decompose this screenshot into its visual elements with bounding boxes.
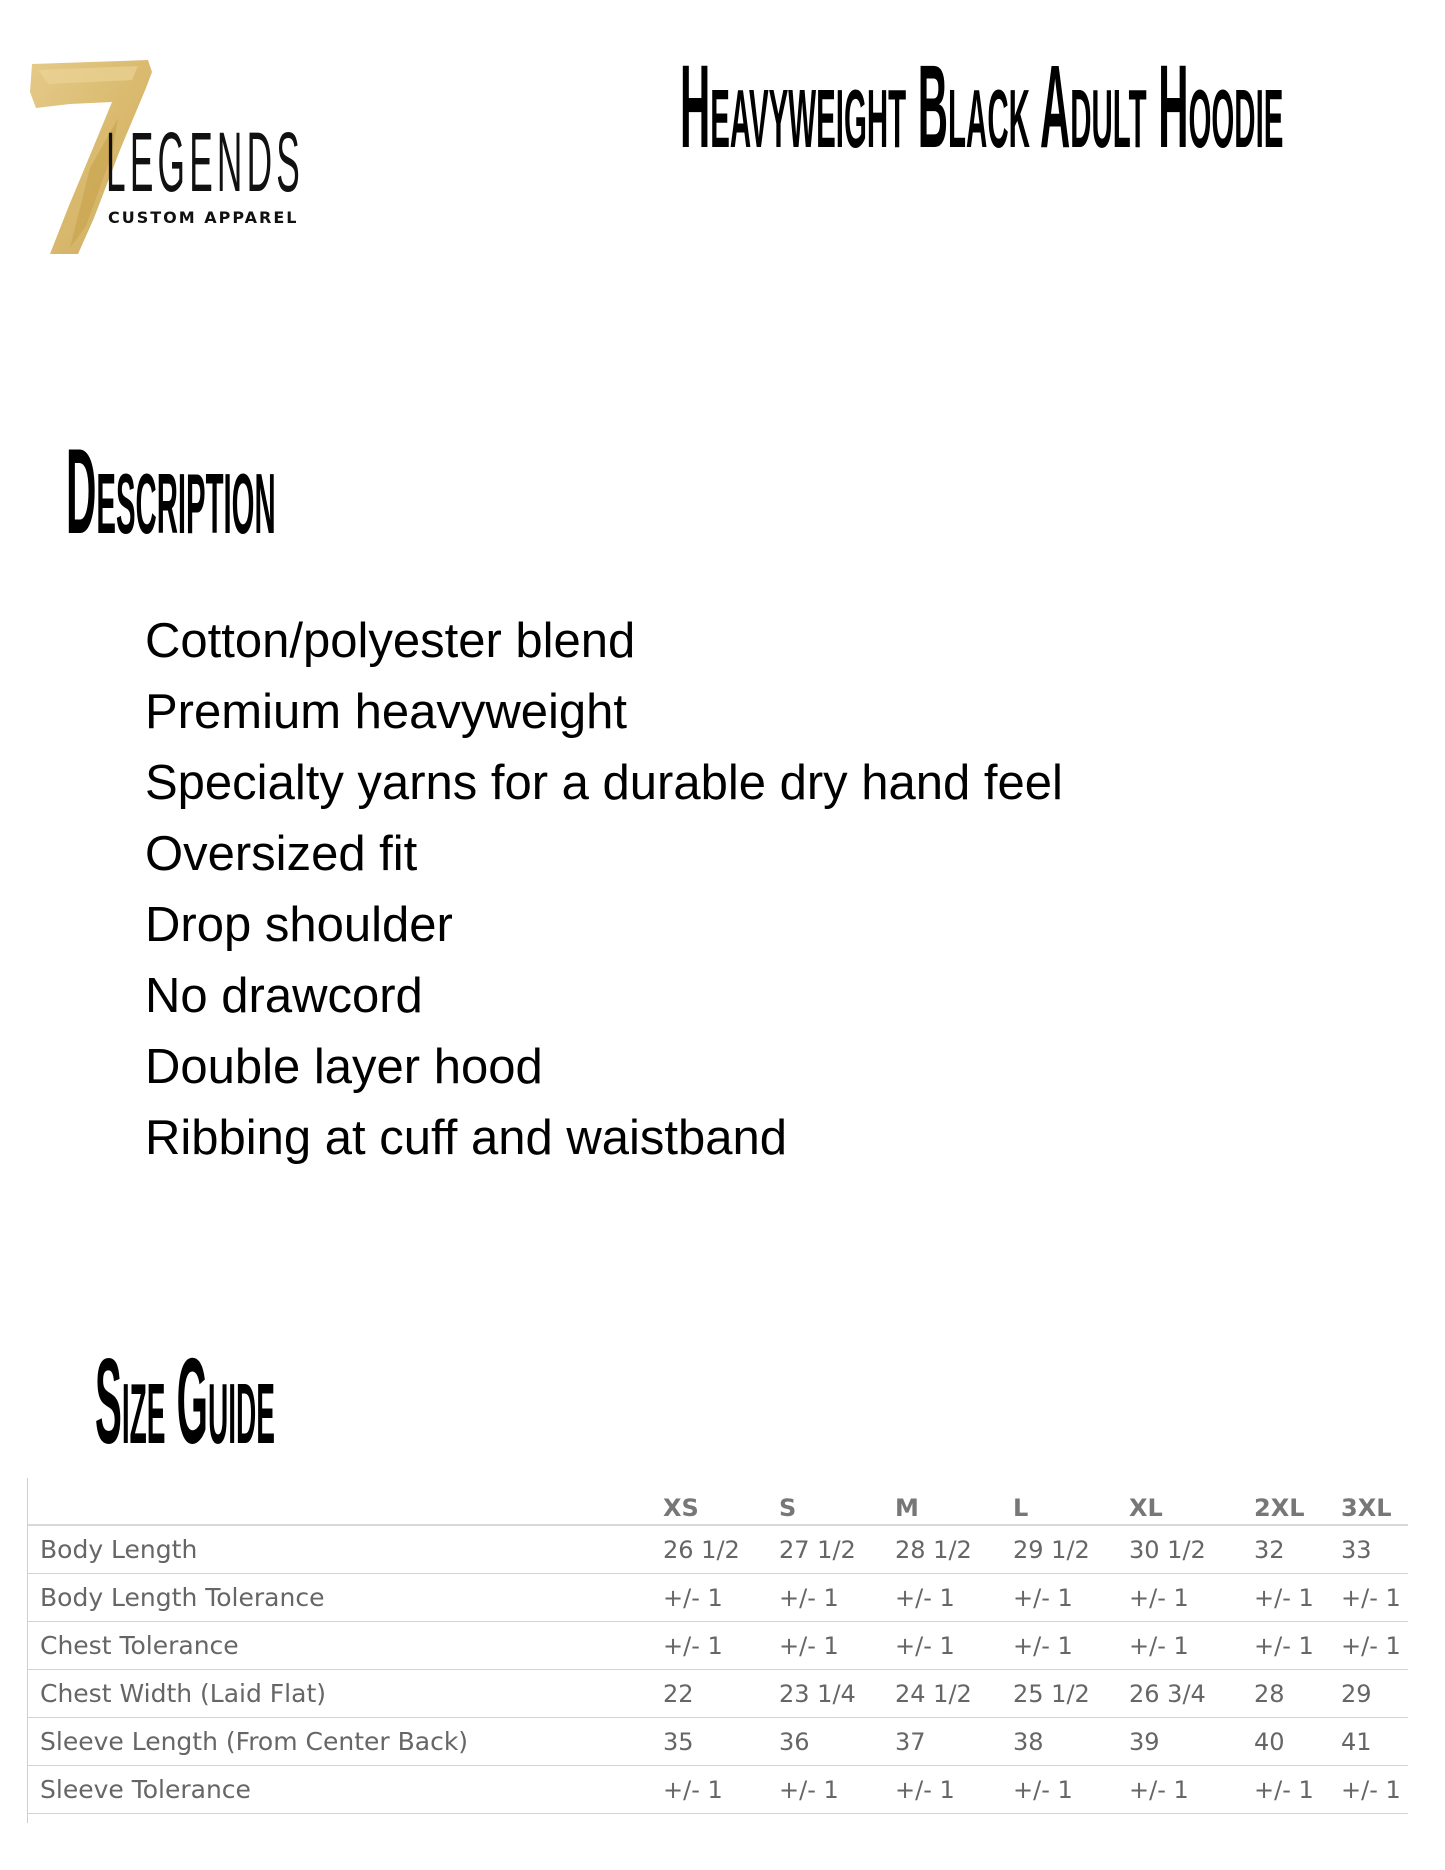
size-guide-heading: Size Guide xyxy=(95,1333,276,1469)
table-row xyxy=(28,1622,1408,1670)
table-cell: +/- 1 xyxy=(1254,1622,1341,1670)
table-cell: 27 1/2 xyxy=(779,1525,895,1574)
table-row xyxy=(28,1574,1408,1622)
table-cell: +/- 1 xyxy=(663,1622,779,1670)
table-cell: 41 xyxy=(1341,1718,1408,1766)
size-table xyxy=(28,1478,1408,1814)
size-header-xl: XL xyxy=(1129,1478,1254,1525)
table-cell: 29 1/2 xyxy=(1013,1525,1129,1574)
table-cell: 26 3/4 xyxy=(1129,1670,1254,1718)
row-label: Body Length xyxy=(28,1525,663,1574)
list-item: Cotton/polyester blend xyxy=(145,614,636,668)
size-header-3xl: 3XL xyxy=(1341,1478,1408,1525)
table-cell: 26 1/2 xyxy=(663,1525,779,1574)
list-item: Premium heavyweight xyxy=(145,685,628,739)
brand-name: LEGENDS xyxy=(106,115,305,209)
table-cell: 28 1/2 xyxy=(895,1525,1013,1574)
table-cell: +/- 1 xyxy=(779,1766,895,1814)
table-cell: +/- 1 xyxy=(663,1574,779,1622)
table-cell: 30 1/2 xyxy=(1129,1525,1254,1574)
row-label: Chest Tolerance xyxy=(28,1622,663,1670)
table-row xyxy=(28,1525,1408,1574)
table-row xyxy=(28,1718,1408,1766)
table-cell: 38 xyxy=(1013,1718,1129,1766)
table-cell: 33 xyxy=(1341,1525,1408,1574)
table-cell: 28 xyxy=(1254,1670,1341,1718)
table-row xyxy=(28,1766,1408,1814)
table-cell: +/- 1 xyxy=(663,1766,779,1814)
table-cell: +/- 1 xyxy=(895,1574,1013,1622)
table-cell: 36 xyxy=(779,1718,895,1766)
size-header-s: S xyxy=(779,1478,895,1525)
size-header-xs: XS xyxy=(663,1478,779,1525)
table-cell: +/- 1 xyxy=(1129,1766,1254,1814)
table-cell: 35 xyxy=(663,1718,779,1766)
table-row xyxy=(28,1670,1408,1718)
list-item: Drop shoulder xyxy=(145,898,453,952)
brand-tagline: CUSTOM APPAREL xyxy=(108,208,299,227)
list-item: Specialty yarns for a durable dry hand feel xyxy=(145,756,1063,810)
list-item: Ribbing at cuff and waistband xyxy=(145,1111,787,1165)
size-header-m: M xyxy=(895,1478,1013,1525)
table-cell: +/- 1 xyxy=(895,1622,1013,1670)
table-cell: +/- 1 xyxy=(1129,1574,1254,1622)
size-header-2xl: 2XL xyxy=(1254,1478,1341,1525)
table-cell: +/- 1 xyxy=(1341,1574,1408,1622)
size-table-container xyxy=(27,1478,1408,1823)
table-header-row xyxy=(28,1478,1408,1525)
size-header-l: L xyxy=(1013,1478,1129,1525)
table-cell: +/- 1 xyxy=(1129,1622,1254,1670)
list-item: Oversized fit xyxy=(145,827,418,881)
table-cell: 32 xyxy=(1254,1525,1341,1574)
table-cell: +/- 1 xyxy=(779,1574,895,1622)
table-cell: +/- 1 xyxy=(1254,1766,1341,1814)
table-cell: 29 xyxy=(1341,1670,1408,1718)
table-cell: +/- 1 xyxy=(1341,1622,1408,1670)
table-cell: 40 xyxy=(1254,1718,1341,1766)
table-cell: 22 xyxy=(663,1670,779,1718)
table-cell: 25 1/2 xyxy=(1013,1670,1129,1718)
row-label: Chest Width (Laid Flat) xyxy=(28,1670,663,1718)
list-item: Double layer hood xyxy=(145,1040,543,1094)
table-cell: +/- 1 xyxy=(1013,1622,1129,1670)
table-cell: 24 1/2 xyxy=(895,1670,1013,1718)
table-cell: 37 xyxy=(895,1718,1013,1766)
description-list xyxy=(145,606,1063,1174)
row-label: Sleeve Tolerance xyxy=(28,1766,663,1814)
table-cell: +/- 1 xyxy=(1013,1574,1129,1622)
product-title: Heavyweight Black Adult Hoodie xyxy=(680,41,1284,173)
empty-header-cell xyxy=(28,1478,663,1525)
table-cell: 39 xyxy=(1129,1718,1254,1766)
row-label: Body Length Tolerance xyxy=(28,1574,663,1622)
table-cell: +/- 1 xyxy=(1013,1766,1129,1814)
table-cell: +/- 1 xyxy=(1254,1574,1341,1622)
table-cell: 23 1/4 xyxy=(779,1670,895,1718)
table-cell: +/- 1 xyxy=(1341,1766,1408,1814)
table-cell: +/- 1 xyxy=(779,1622,895,1670)
brand-logo xyxy=(28,58,308,258)
list-item: No drawcord xyxy=(145,969,423,1023)
row-label: Sleeve Length (From Center Back) xyxy=(28,1718,663,1766)
description-heading: Description xyxy=(66,423,276,559)
table-cell: +/- 1 xyxy=(895,1766,1013,1814)
